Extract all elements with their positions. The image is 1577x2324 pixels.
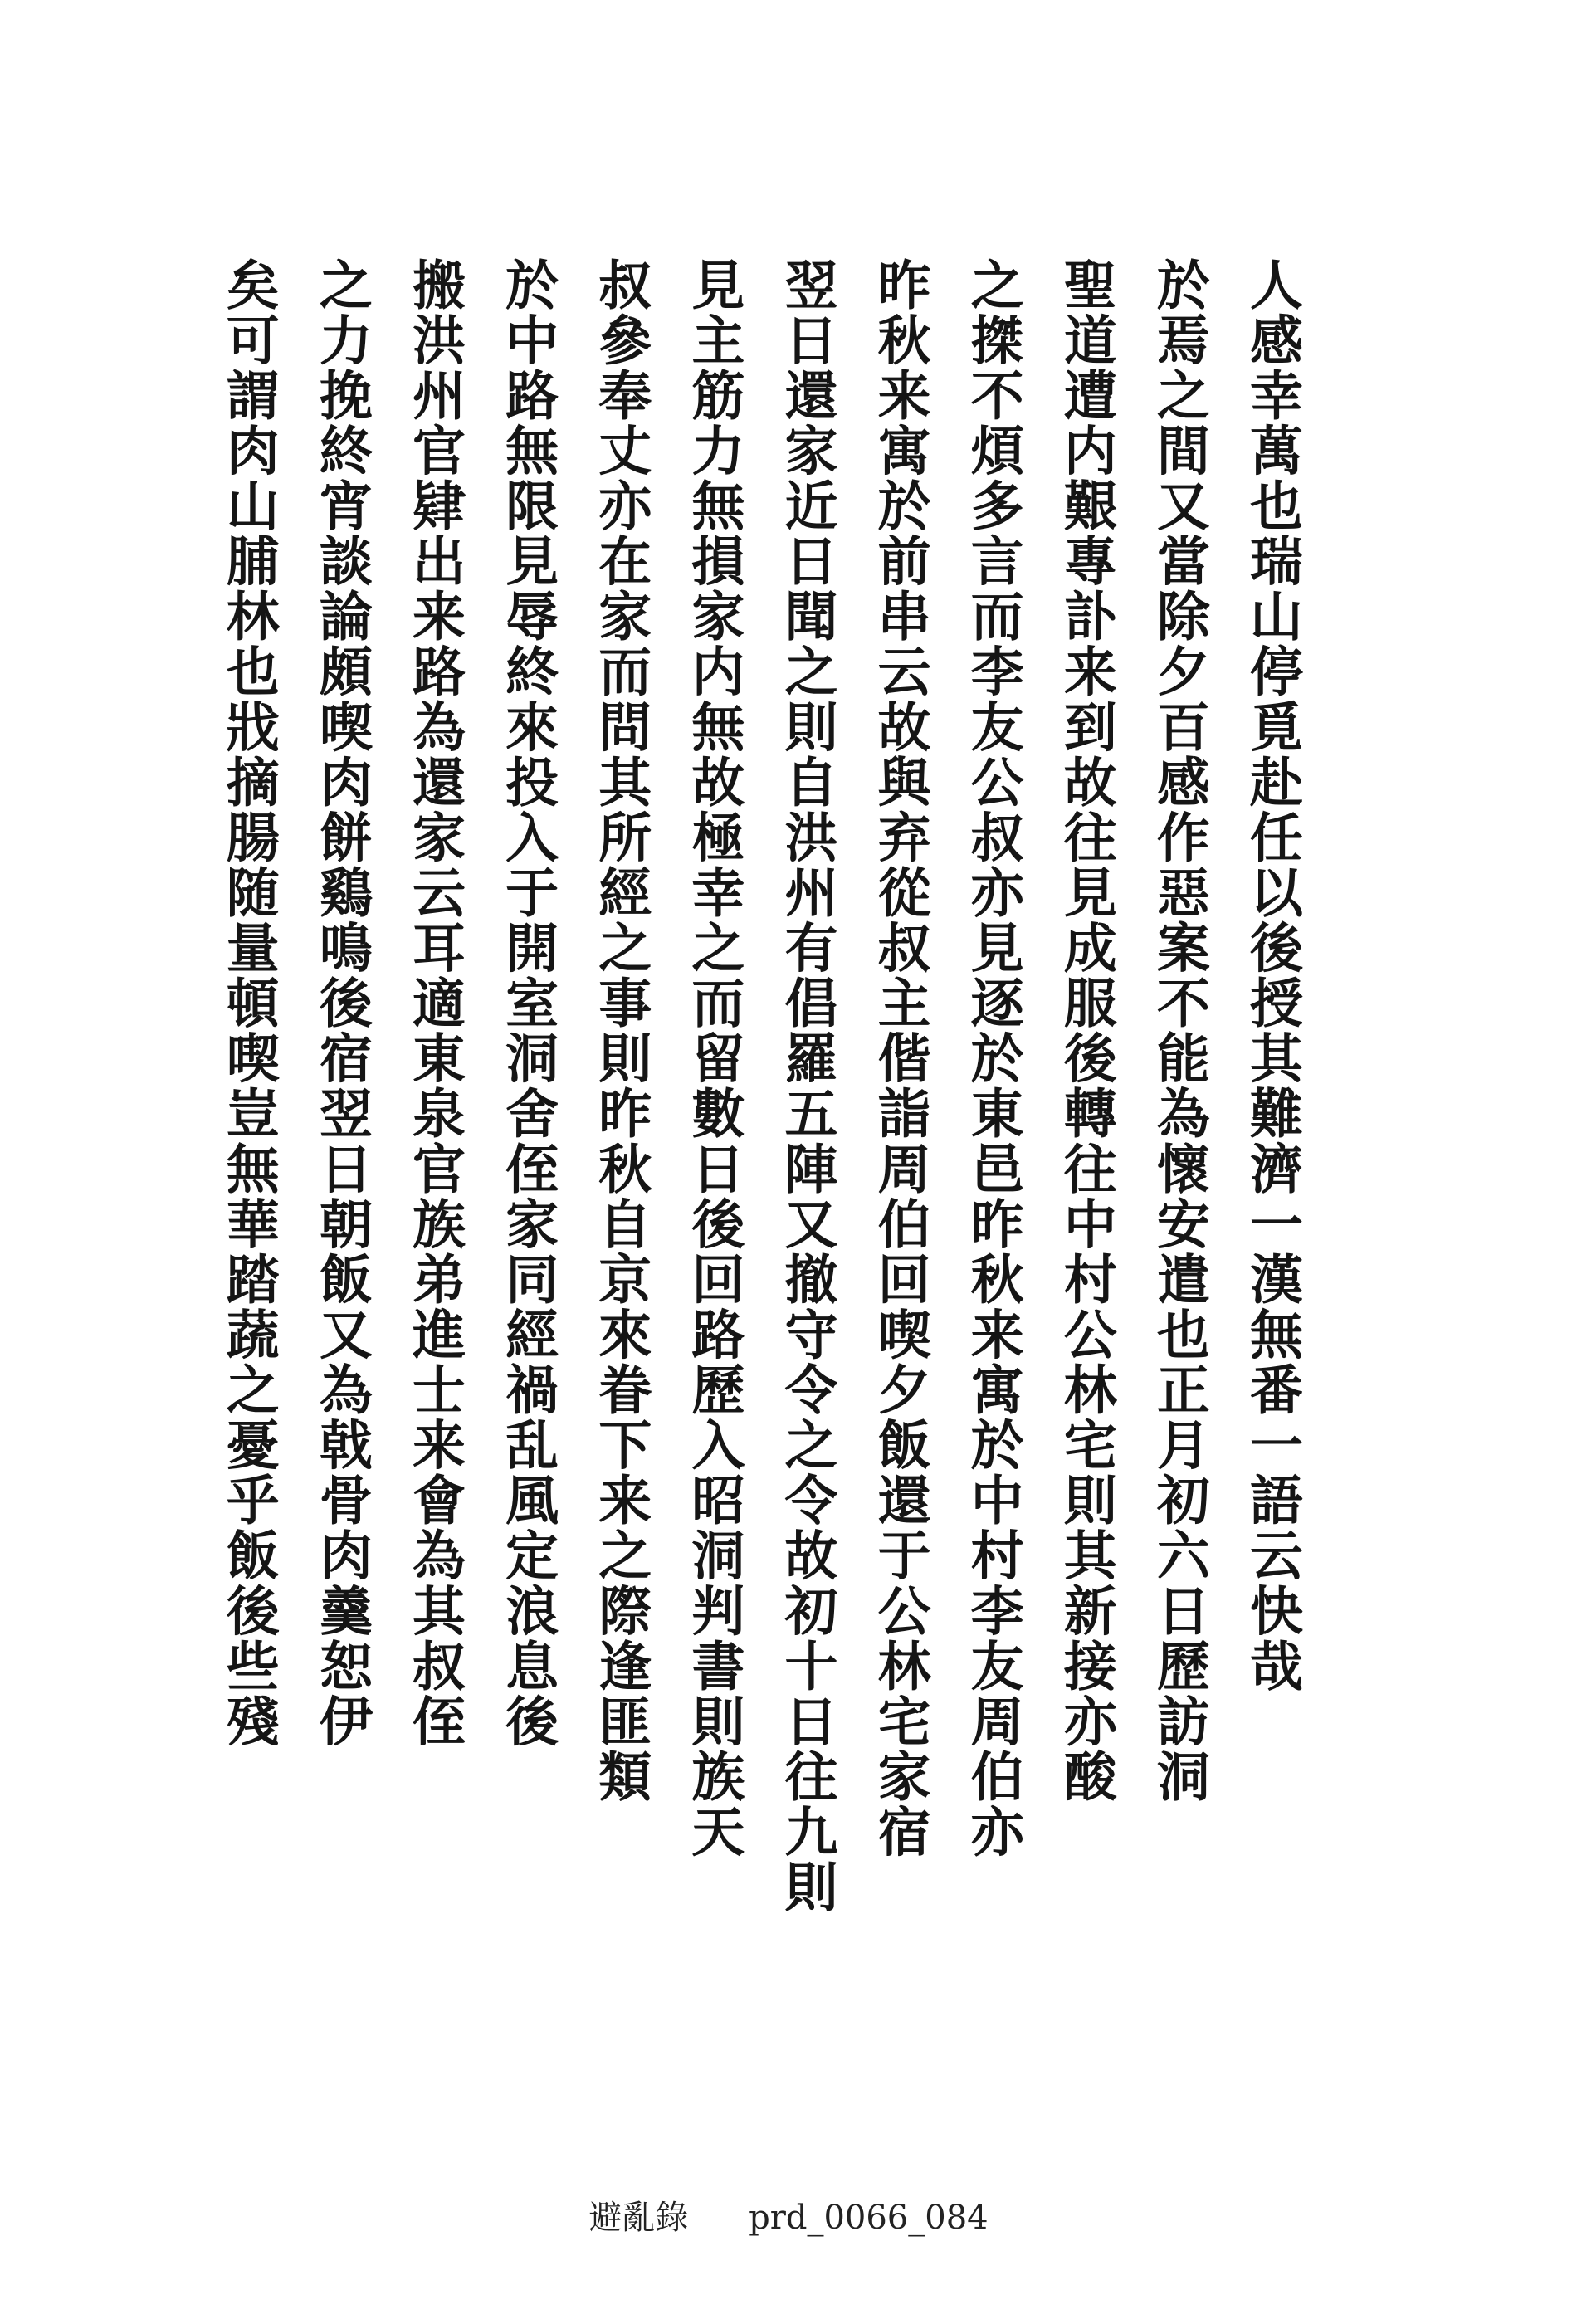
text-column-2: 於焉之間又當除夕百感作惡案不能為懷安遣也正月初六日歷訪洞: [1147, 257, 1210, 1804]
text-column-9: 於中路無限見辱終來投入于開室洞舍侄家同經禍乱風定浪息後: [496, 257, 559, 1750]
text-column-8: 叔參奉丈亦在家而問其所經之事則昨秋自京來眷下来之際逢匪類: [589, 257, 652, 1804]
footer-page-id: prd_0066_084: [749, 2199, 989, 2237]
text-column-3: 聖道遭内艱專訃来到故往見成服後轉往中村公林宅則其新接亦酸: [1054, 257, 1117, 1804]
page-footer: [0, 2191, 1577, 2239]
footer-title: 避亂錄: [588, 2199, 689, 2237]
text-column-10: 搬洪州官肄出来路為還家云耳適東泉官族弟進士来會為其叔侄: [403, 257, 466, 1750]
text-column-7: 見主筋力無損家内無故極幸之而留數日後回路歷入昭洞判書則族天: [682, 257, 745, 1860]
text-column-11: 之力挽終宵談論頗喫肉餅鷄鳴後宿翌日朝飯又為戟骨肉羹恕伊: [310, 257, 373, 1750]
text-column-6: 翌日還家近日聞之則自洪州有倡羅五陣又撤守令之令故初十日往九則: [775, 257, 838, 1915]
manuscript-text-block: [216, 257, 1303, 2100]
text-column-12: 矣可謂肉山脯林也戕摘腸随量頓喫豈無華踏蔬之憂乎飯後些殘: [217, 257, 280, 1750]
text-column-5: 昨秋来寓於前串云故與弃從叔主偕詣周伯回喫夕飯還于公林宅家宿: [868, 257, 931, 1860]
text-column-4: 之搩不煩多言而李友公叔亦見逐於東邑昨秋来寓於中村李友周伯亦: [961, 257, 1024, 1860]
text-column-1: 人感幸萬也瑞山停覓赴任以後授其難濟一漢無番一語云快哉: [1241, 257, 1303, 1694]
